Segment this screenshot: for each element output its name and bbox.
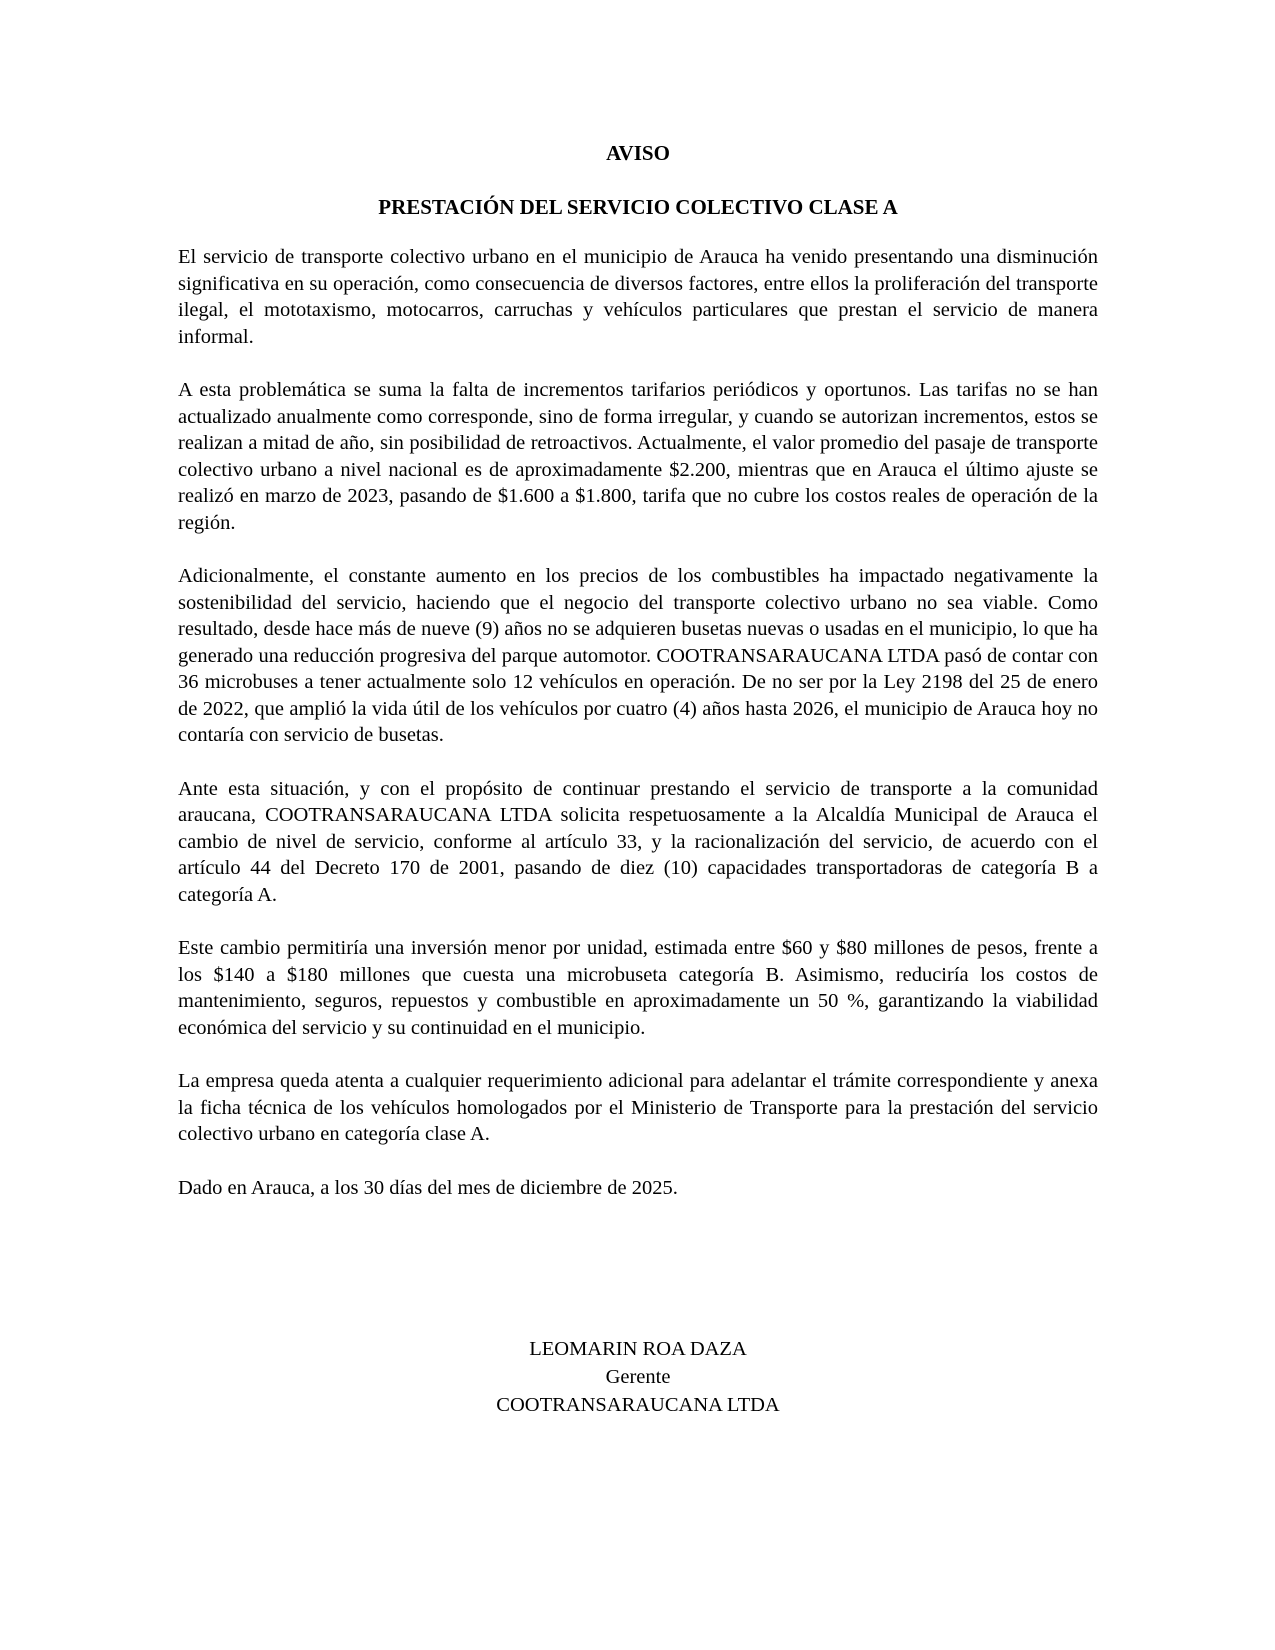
paragraph-2: A esta problemática se suma la falta de incrementos tarifarios periódicos y oportunos. Las tarifas no se han actualizado anualmente como corresponde, sino de forma irregular, y cuando se autorizan incrementos, estos se realizan a mitad de año, sin posibilidad de retroactivos. Actualmente, el valor promedio del pasaje de transporte colectivo urbano a nivel nacional es de aproximadamente $2.200, mientras que en Arauca el último ajuste se realizó en marzo de 2023, pasando de $1.600 a $1.800, tarifa que no cubre los costos reales de operación de la región. [178,379,1098,534]
signer-role: Gerente [605,1366,671,1388]
paragraph-3: Adicionalmente, el constante aumento en los precios de los combustibles ha impactado negativamente la sostenibilidad del servicio, haciendo que el negocio del transporte colectivo urbano no sea viable. Como resultado, desde hace más de nueve (9) años no se adquieren busetas nuevas o usadas en el municipio, lo que ha generado una reducción progresiva del parque automotor. COOTRANSARAUCANA LTDA pasó de contar con 36 microbuses a tener actualmente solo 12 vehículos en operación. De no ser por la Ley 2198 del 25 de enero de 2022, que amplió la vida útil de los vehículos por cuatro (4) años hasta 2026, el municipio de Arauca hoy no contaría con servicio de busetas. [178,565,1098,746]
signer-company: COOTRANSARAUCANA LTDA [496,1394,780,1416]
paragraph-6: La empresa queda atenta a cualquier requerimiento adicional para adelantar el trámite correspondiente y anexa la ficha técnica de los vehículos homologados por el Ministerio de Transporte para la prestación del servicio colectivo urbano en categoría clase A. [178,1070,1098,1145]
signature-block [178,1335,1098,1419]
signer-name: LEOMARIN ROA DAZA [529,1338,747,1360]
document-page [178,140,1098,1416]
document-subheading: PRESTACIÓN DEL SERVICIO COLECTIVO CLASE A [378,195,898,219]
paragraph-1: El servicio de transporte colectivo urbano en el municipio de Arauca ha venido presentando una disminución significativa en su operación, como consecuencia de diversos factores, entre ellos la proliferación del transporte ilegal, el mototaxismo, motocarros, carruchas y vehículos particulares que prestan el servicio de manera informal. [178,246,1098,348]
paragraph-5: Este cambio permitiría una inversión menor por unidad, estimada entre $60 y $80 millones de pesos, frente a los $140 a $180 millones que cuesta una microbuseta categoría B. Asimismo, reduciría los costos de mantenimiento, seguros, repuestos y combustible en aproximadamente un 50 %, garantizando la viabilidad económica del servicio y su continuidad en el municipio. [178,937,1098,1039]
date-line: Dado en Arauca, a los 30 días del mes de diciembre de 2025. [178,1176,678,1199]
paragraph-4: Ante esta situación, y con el propósito de continuar prestando el servicio de transporte a la comunidad araucana, COOTRANSARAUCANA LTDA solicita respetuosamente a la Alcaldía Municipal de Arauca el cambio de nivel de servicio, conforme al artículo 33, y la racionalización del servicio, de acuerdo con el artículo 44 del Decreto 170 de 2001, pasando de diez (10) capacidades transportadoras de categoría B a categoría A. [178,777,1098,906]
document-heading: AVISO [606,141,670,165]
